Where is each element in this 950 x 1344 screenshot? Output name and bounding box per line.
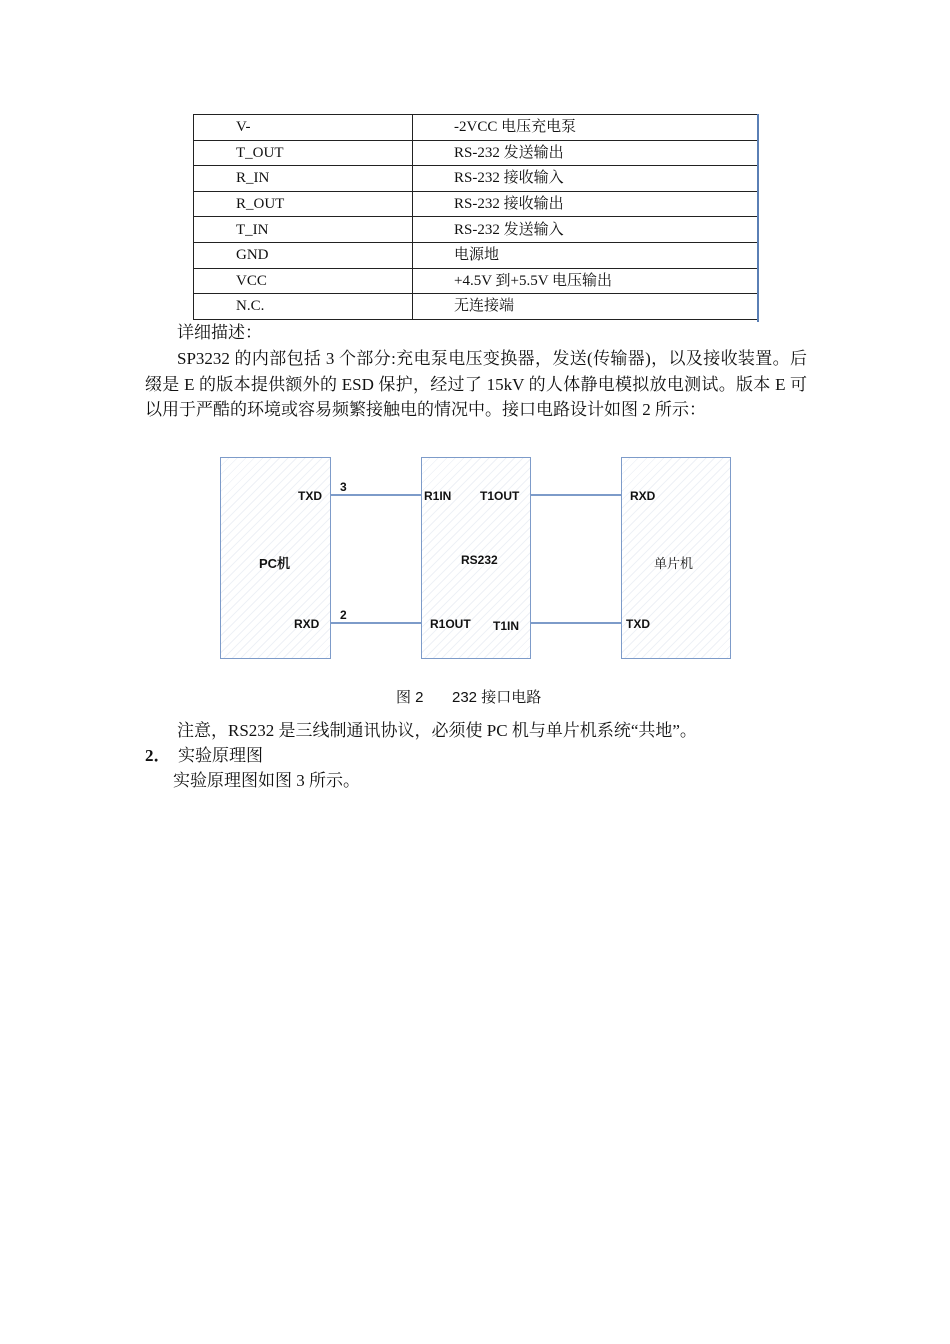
table-row: [194, 242, 758, 268]
pin-description-cell: +4.5V 到+5.5V 电压输出: [413, 268, 758, 294]
table-row: [194, 191, 758, 217]
mcu-txd-label: TXD: [626, 617, 650, 631]
pin-description-cell: RS-232 接收输出: [413, 191, 758, 217]
pc-txd-label: TXD: [298, 489, 322, 503]
pin-name-cell: V-: [194, 115, 413, 141]
table-row: [194, 166, 758, 192]
section-number: 2．: [145, 746, 171, 765]
note-paragraph: 注意，RS232 是三线制通讯协议，必须使 PC 机与单片机系统“共地”。: [177, 721, 697, 740]
r1out-label: R1OUT: [430, 617, 471, 631]
table-row: [194, 268, 758, 294]
mcu-name-label: 单片机: [654, 556, 694, 571]
pin-name-cell: N.C.: [194, 294, 413, 320]
pin-name-cell: R_OUT: [194, 191, 413, 217]
r1in-label: R1IN: [424, 489, 452, 503]
pin-name-cell: T_OUT: [194, 140, 413, 166]
pc-name-label: PC机: [259, 556, 291, 571]
mcu-rxd-label: RXD: [630, 489, 656, 503]
table-row: [194, 140, 758, 166]
wire-rxd-number: 2: [340, 608, 347, 622]
figure-caption-number: 图 2: [396, 689, 424, 706]
table-row: [194, 217, 758, 243]
pin-description-cell: RS-232 发送输出: [413, 140, 758, 166]
table-right-border: [757, 114, 759, 322]
pin-description-cell: RS-232 接收输入: [413, 166, 758, 192]
t1out-label: T1OUT: [480, 489, 520, 503]
interface-circuit-diagram: [218, 455, 732, 661]
pin-name-cell: VCC: [194, 268, 413, 294]
figure-caption-title: 232 接口电路: [452, 689, 542, 706]
pin-description-cell: RS-232 发送输入: [413, 217, 758, 243]
pin-description-cell: -2VCC 电压充电泵: [413, 115, 758, 141]
pin-table: [193, 114, 758, 320]
pin-description-cell: 无连接端: [413, 294, 758, 320]
table-row: [194, 115, 758, 141]
rs232-name-label: RS232: [461, 553, 498, 567]
section-body: 实验原理图如图 3 所示。: [173, 771, 360, 790]
pin-name-cell: T_IN: [194, 217, 413, 243]
t1in-label: T1IN: [493, 619, 520, 633]
detail-paragraph: SP3232 的内部包括 3 个部分:充电泵电压变换器，发送(传输器)，以及接收装置。后缀是 E 的版本提供额外的 ESD 保护，经过了 15kV 的人体静电模拟放电测试。版本 E 可以用于严酷的环境或容易频繁接触电的情况中。接口电路设计如图 2 所示：: [145, 349, 807, 419]
table-row: [194, 294, 758, 320]
pin-name-cell: GND: [194, 242, 413, 268]
wire-txd-number: 3: [340, 480, 347, 494]
section-title: 实验原理图: [178, 746, 263, 765]
pc-rxd-label: RXD: [294, 617, 320, 631]
pin-description-cell: 电源地: [413, 242, 758, 268]
detail-heading: 详细描述：: [177, 323, 262, 342]
pin-name-cell: R_IN: [194, 166, 413, 192]
